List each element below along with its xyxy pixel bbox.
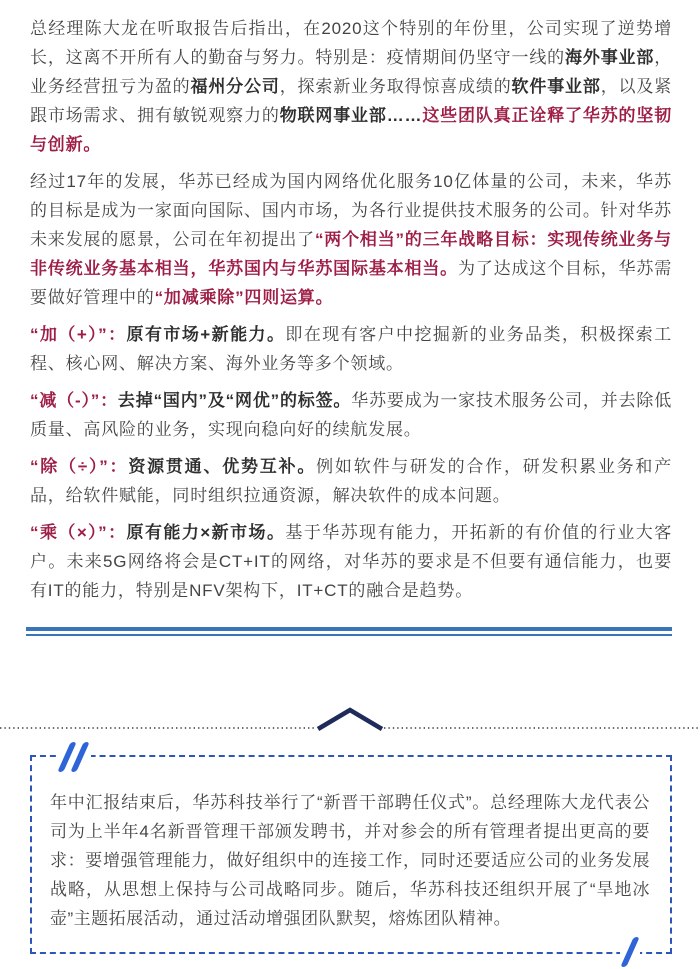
- text-segment-normal: 例如软件与研发的合作，研发积累业务和产品，给软件赋能，同时组织拉通资源，解决软件的成本问题。: [30, 457, 673, 505]
- text-segment-red: “加减乘除”四则运算。: [154, 288, 334, 307]
- text-segment-bold: 福州分公司: [190, 77, 280, 96]
- paragraph: [30, 452, 672, 510]
- text-segment-red: “两个相当”的三年战略目标：实现传统业务与非传统业务基本相当，华苏国内与华苏国际基本相当。: [30, 230, 672, 278]
- text-segment-normal: 即在现有客户中挖掘新的业务品类，积极探索工程、核心网、解决方案、海外业务等多个领域。: [30, 325, 672, 373]
- text-segment-red: “加（+）”：: [30, 325, 127, 344]
- text-segment-red: “减（-）”：: [30, 391, 118, 410]
- collapse-indicator: [0, 700, 700, 732]
- text-segment-bold: 资源贯通、优势互补。: [128, 457, 317, 476]
- text-segment-normal: ，以及紧跟市场需求、拥有敏锐观察力的: [30, 77, 673, 125]
- divider-thin-line: [26, 634, 672, 636]
- section-divider: [26, 627, 672, 636]
- text-segment-bold: 原有市场+新能力。: [126, 325, 286, 344]
- text-segment-normal: 经过17年的发展，华苏已经成为国内网络优化服务10亿体量的公司，未来，华苏的目标是成为一家面向国际、国内市场，为各行业提供技术服务的公司。针对华苏未来发展的愿景，公司在年初提出了: [30, 172, 672, 249]
- text-segment-normal: ，业务经营扭亏为盈的: [30, 48, 673, 96]
- text-segment-normal: 总经理陈大龙在听取报告后指出，在2020这个特别的年份里，公司实现了逆势增长，这离不开所有人的勤奋与努力。特别是：疫情期间仍坚守一线的: [30, 19, 672, 67]
- double-slash-icon: [56, 740, 91, 774]
- text-segment-red: “除（÷）”：: [30, 457, 129, 476]
- paragraph: [30, 320, 672, 378]
- text-segment-bold: 物联网事业部: [279, 106, 387, 125]
- divider-thick-line: [26, 627, 672, 631]
- text-segment-normal: 华苏要成为一家技术服务公司，并去除低质量、高风险的业务，实现向稳向好的续航发展。: [30, 391, 673, 439]
- text-segment-bold: 海外事业部: [565, 48, 655, 67]
- paragraph: [30, 167, 672, 312]
- text-segment-red: “乘（×）”：: [30, 523, 127, 542]
- text-segment-normal: 基于华苏现有能力，开拓新的有价值的行业大客户。未来5G网络将会是CT+IT的网络，对华苏的要求是不但要有通信能力，也要有IT的能力，特别是NFV架构下，IT+CT的融合是趋势。: [30, 523, 672, 600]
- text-segment-bold: 原有能力×新市场。: [126, 523, 286, 542]
- text-segment-normal: ，探索新业务取得惊喜成绩的: [279, 77, 512, 96]
- paragraph: [30, 386, 672, 444]
- text-segment-red: 这些团队真正诠释了华苏的坚韧与创新。: [30, 106, 672, 154]
- text-segment-bold: ……: [386, 106, 423, 125]
- text-segment-normal: 为了达成这个目标，华苏需要做好管理中的: [30, 259, 672, 307]
- slash-bar: [620, 937, 639, 967]
- collapse-indicator-graphic: [0, 700, 700, 732]
- quote-box: [30, 755, 672, 954]
- quote-text: 年中汇报结束后，华苏科技举行了“新晋干部聘任仪式”。总经理陈大龙代表公司为上半年4名新晋管理干部颁发聘书，并对参会的所有管理者提出更高的要求：要增强管理能力，做好组织中的连接工作，同时还要适应公司的业务发展战略，从思想上保持与公司战略同步。随后，华苏科技还组织开展了“旱地冰壶”主题拓展活动，通过活动增强团队默契，熔炼团队精神。: [50, 793, 650, 928]
- text-segment-bold: 去掉“国内”及“网优”的标签。: [117, 391, 352, 410]
- paragraph: [30, 14, 672, 159]
- chevron-up-icon: [318, 710, 382, 729]
- text-segment-bold: 软件事业部: [511, 77, 601, 96]
- paragraph: [30, 518, 672, 605]
